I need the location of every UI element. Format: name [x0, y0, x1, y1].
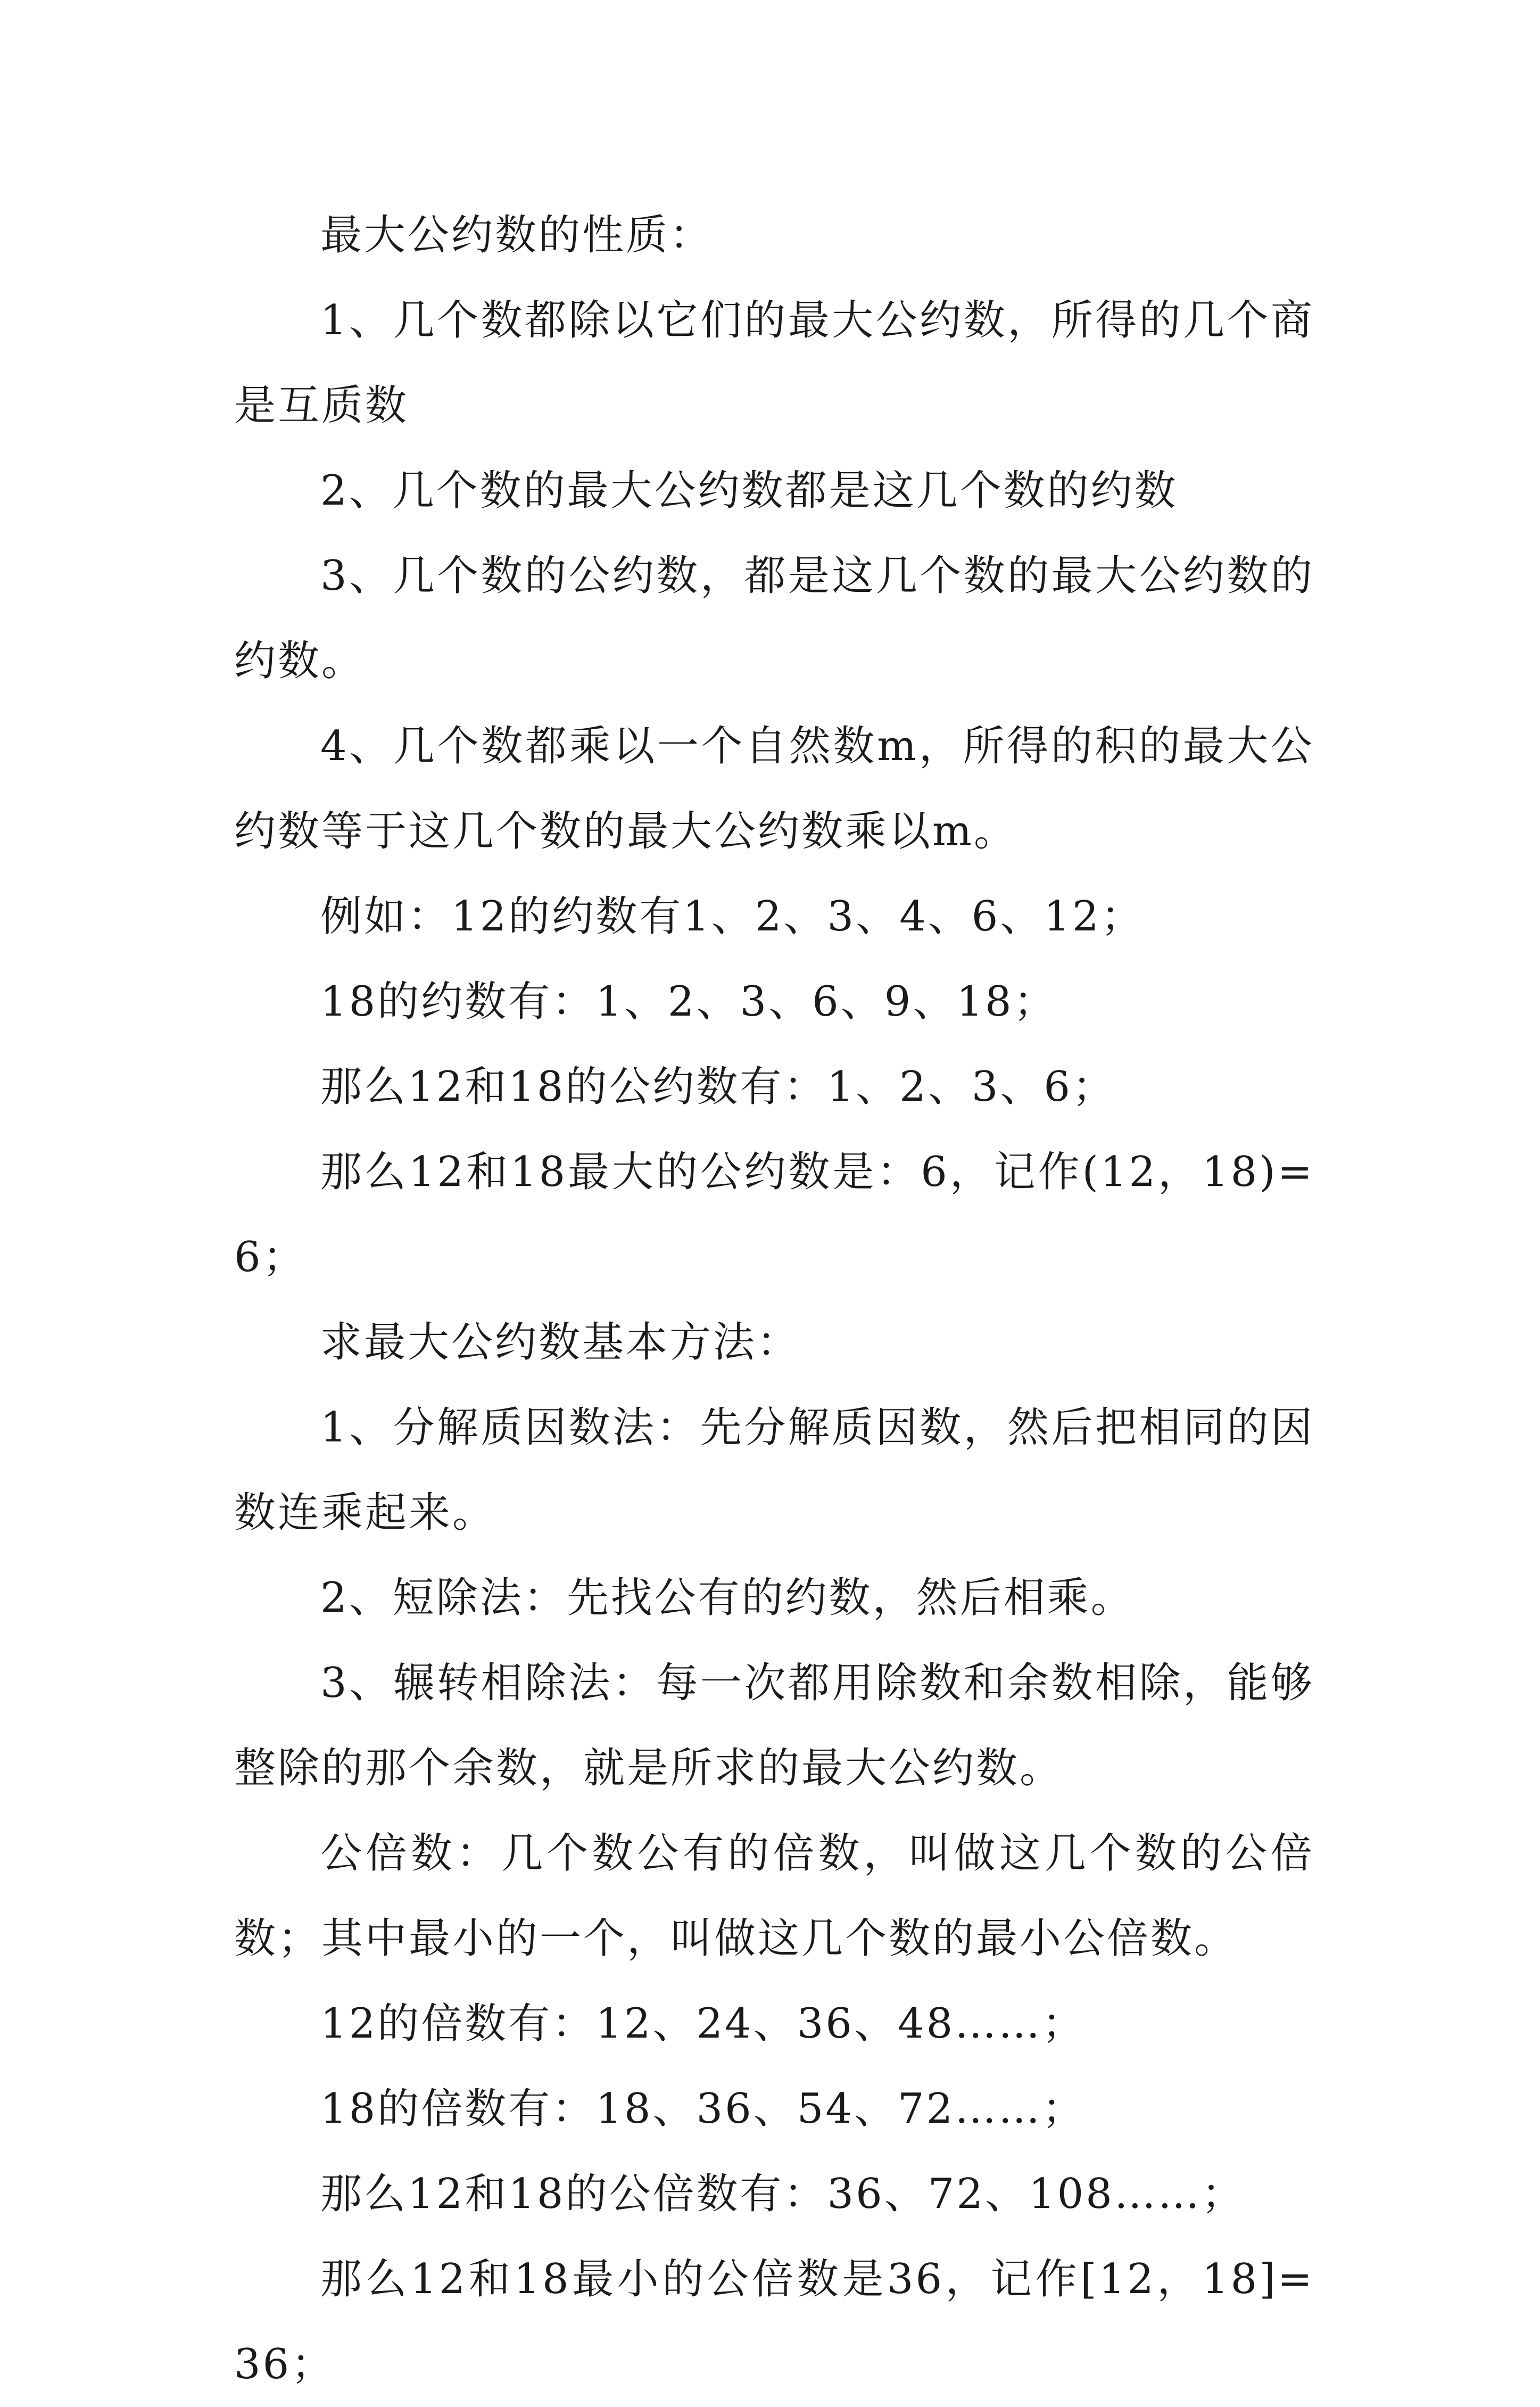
document-body — [234, 193, 1314, 2407]
paragraph-gcd-methods-heading: 求最大公约数基本方法： — [320, 1318, 801, 1366]
paragraph-gcd-property-2: 2、几个数的最大公约数都是这几个数的约数 — [320, 467, 1178, 515]
paragraph-gcd-property-1: 1、几个数都除以它们的最大公约数，所得的几个商是互质数 — [234, 296, 1314, 430]
paragraph-gcd-property-3: 3、几个数的公约数，都是这几个数的最大公约数的约数。 — [234, 552, 1314, 685]
paragraph-gcd-method-3: 3、辗转相除法：每一次都用除数和余数相除，能够整除的那个余数，就是所求的最大公约数。 — [234, 1659, 1314, 1792]
paragraph-example-divisors-12: 例如：12的约数有1、2、3、4、6、12； — [320, 893, 1145, 941]
paragraph-example-divisors-18: 18的约数有：1、2、3、6、9、18； — [320, 978, 1057, 1026]
paragraph-gcd-property-4: 4、几个数都乘以一个自然数m，所得的积的最大公约数等于这几个数的最大公约数乘以m。 — [234, 722, 1314, 855]
paragraph-greatest-common-divisor: 那么12和18最大的公约数是：6，记作(12，18)=6； — [234, 1148, 1314, 1281]
paragraph-gcd-properties-heading: 最大公约数的性质： — [320, 211, 714, 259]
paragraph-least-common-multiple: 那么12和18最小的公倍数是36，记作[12，18]=36； — [234, 2255, 1314, 2388]
paragraph-common-multiples: 那么12和18的公倍数有：36、72、108……； — [320, 2170, 1245, 2218]
paragraph-multiples-12: 12的倍数有：12、24、36、48……； — [320, 2000, 1086, 2048]
paragraph-common-multiple-definition: 公倍数：几个数公有的倍数，叫做这几个数的公倍数；其中最小的一个，叫做这几个数的最小公倍数。 — [234, 1829, 1314, 1963]
paragraph-gcd-method-1: 1、分解质因数法：先分解质因数，然后把相同的因数连乘起来。 — [234, 1404, 1314, 1537]
paragraph-common-divisors: 那么12和18的公约数有：1、2、3、6； — [320, 1063, 1116, 1111]
paragraph-multiples-18: 18的倍数有：18、36、54、72……； — [320, 2085, 1086, 2133]
paragraph-gcd-method-2: 2、短除法：先找公有的约数，然后相乘。 — [320, 1574, 1135, 1622]
